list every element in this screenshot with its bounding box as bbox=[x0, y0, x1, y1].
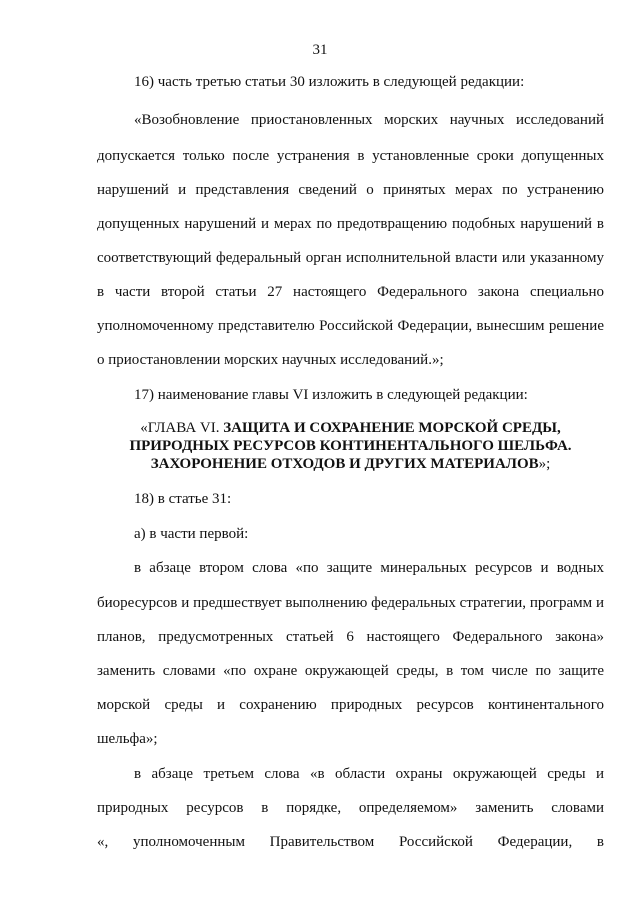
text-line: 16) часть третью статьи 30 изложить в следующей редакции: bbox=[134, 74, 525, 90]
text-line: уполномоченному представителю Российской Федерации, вынесшим решение bbox=[97, 318, 604, 334]
page-number: 31 bbox=[312, 42, 328, 58]
text-line: допущенных нарушений и мерах по предотвращению подобных нарушений в bbox=[97, 216, 604, 232]
text-line: морской среды и сохранению природных ресурсов континентального bbox=[97, 697, 604, 713]
heading-text: ЗАЩИТА И СОХРАНЕНИЕ МОРСКОЙ СРЕДЫ, bbox=[223, 420, 561, 436]
text-line: 17) наименование главы VI изложить в следующей редакции: bbox=[134, 387, 528, 403]
text-line: заменить словами «по охране окружающей среды, в том числе по защите bbox=[97, 663, 604, 679]
text-line: в абзаце третьем слова «в области охраны окружающей среды и bbox=[134, 766, 604, 782]
text-line: а) в части первой: bbox=[134, 526, 249, 542]
text-line: шельфа»; bbox=[97, 731, 158, 747]
chapter-heading-line bbox=[97, 420, 604, 437]
text-line: о приостановлении морских научных исследований.»; bbox=[97, 352, 444, 368]
text-line: природных ресурсов в порядке, определяемом» заменить словами bbox=[97, 800, 604, 816]
text-line: «, уполномоченным Правительством Российской Федерации, в bbox=[97, 834, 604, 850]
text-line: нарушений и представления сведений о принятых мерах по устранению bbox=[97, 182, 604, 198]
text-line: «Возобновление приостановленных морских научных исследований bbox=[134, 112, 604, 128]
chapter-heading-line bbox=[97, 456, 604, 473]
text-line: биоресурсов и предшествует выполнению федеральных стратегии, программ и bbox=[97, 595, 604, 611]
text-line: в части второй статьи 27 настоящего Федерального закона специально bbox=[97, 284, 604, 300]
chapter-heading-line: ПРИРОДНЫХ РЕСУРСОВ КОНТИНЕНТАЛЬНОГО ШЕЛЬФА. bbox=[129, 438, 572, 454]
text-line: допускается только после устранения в установленные сроки допущенных bbox=[97, 148, 604, 164]
text-line: соответствующий федеральный орган исполнительной власти или указанному bbox=[97, 250, 604, 266]
heading-text: ЗАХОРОНЕНИЕ ОТХОДОВ И ДРУГИХ МАТЕРИАЛОВ bbox=[150, 456, 539, 472]
text-line: в абзаце втором слова «по защите минеральных ресурсов и водных bbox=[134, 560, 604, 576]
text-line: планов, предусмотренных статьей 6 настоящего Федерального закона» bbox=[97, 629, 604, 645]
text-line: 18) в статье 31: bbox=[134, 491, 232, 507]
heading-suffix: »; bbox=[538, 456, 551, 472]
heading-prefix: «ГЛАВА VI. bbox=[140, 420, 224, 436]
